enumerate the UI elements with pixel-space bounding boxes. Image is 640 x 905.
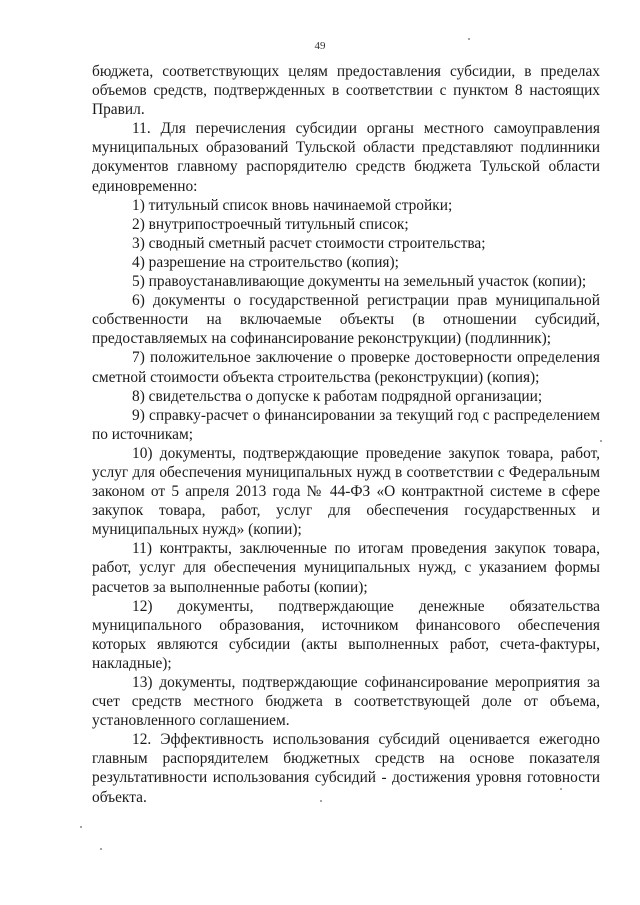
paragraph-item-11: 11. Для перечисления субсидии органы местного самоуправления муниципальных образований Тульской области представляют подлинники документов главному распорядителю средств бюджета Тульской области единовременно:: [92, 120, 600, 195]
list-item-13: 13) документы, подтверждающие софинансирование мероприятия за счет средств местного бюджета в соответствующей доле от объема, установленного соглашением.: [92, 674, 600, 730]
scan-speck: [100, 848, 102, 850]
list-item-11: 11) контракты, заключенные по итогам проведения закупок товара, работ, услуг для обеспечения муниципальных нужд, с указанием формы расчетов за выполненные работы (копии);: [92, 540, 600, 596]
list-item-6: 6) документы о государственной регистрации прав муниципальной собственности на включаемые объекты (в отношении субсидий, предоставляемых на софинансирование реконструкции) (подлинник);: [92, 292, 600, 348]
paragraph-continuation: бюджета, соответствующих целям предоставления субсидии, в пределах объемов средств, подтвержденных в соответствии с пунктом 8 настоящих Правил.: [92, 63, 600, 119]
list-item-9: 9) справку-расчет о финансировании за текущий год с распределением по источникам;: [92, 406, 600, 443]
list-item-12: 12) документы, подтверждающие денежные обязательства муниципального образования, источником финансового обеспечения которых являются субсидии (акты выполненных работ, счета-фактуры, накладные);: [92, 597, 600, 672]
list-item-1: 1) титульный список вновь начинаемой стройки;: [132, 196, 453, 214]
scan-speck: [560, 788, 562, 790]
list-item-5: 5) правоустанавливающие документы на земельный участок (копии);: [132, 273, 587, 291]
page-number: 49: [314, 40, 326, 52]
list-item-8: 8) свидетельства о допуске к работам подрядной организации;: [132, 387, 543, 405]
list-item-10: 10) документы, подтверждающие проведение закупок товара, работ, услуг для обеспечения муниципальных нужд в соответствии с Федеральным законом от 5 апреля 2013 года № 44-ФЗ «О контрактной системе в сфере закупок товара, работ, услуг для обеспечения государственных и муниципальных нужд» (копии);: [92, 444, 600, 539]
scan-speck: [80, 826, 82, 828]
list-item-7: 7) положительное заключение о проверке достоверности определения сметной стоимости объекта строительства (реконструкции) (копия);: [92, 349, 600, 386]
scan-speck: [600, 440, 602, 442]
paragraph-item-12: 12. Эффективность использования субсидий оценивается ежегодно главным распорядителем бюджетных средств на основе показателя результативности использования субсидий - достижения уровня готовности объекта.: [92, 731, 600, 806]
list-item-3: 3) сводный сметный расчет стоимости строительства;: [132, 234, 486, 252]
document-body: [92, 62, 600, 807]
list-item-4: 4) разрешение на строительство (копия);: [132, 253, 399, 271]
list-item-2: 2) внутрипостроечный титульный список;: [132, 215, 409, 233]
scan-speck: [468, 38, 470, 40]
scan-speck: [320, 800, 322, 802]
